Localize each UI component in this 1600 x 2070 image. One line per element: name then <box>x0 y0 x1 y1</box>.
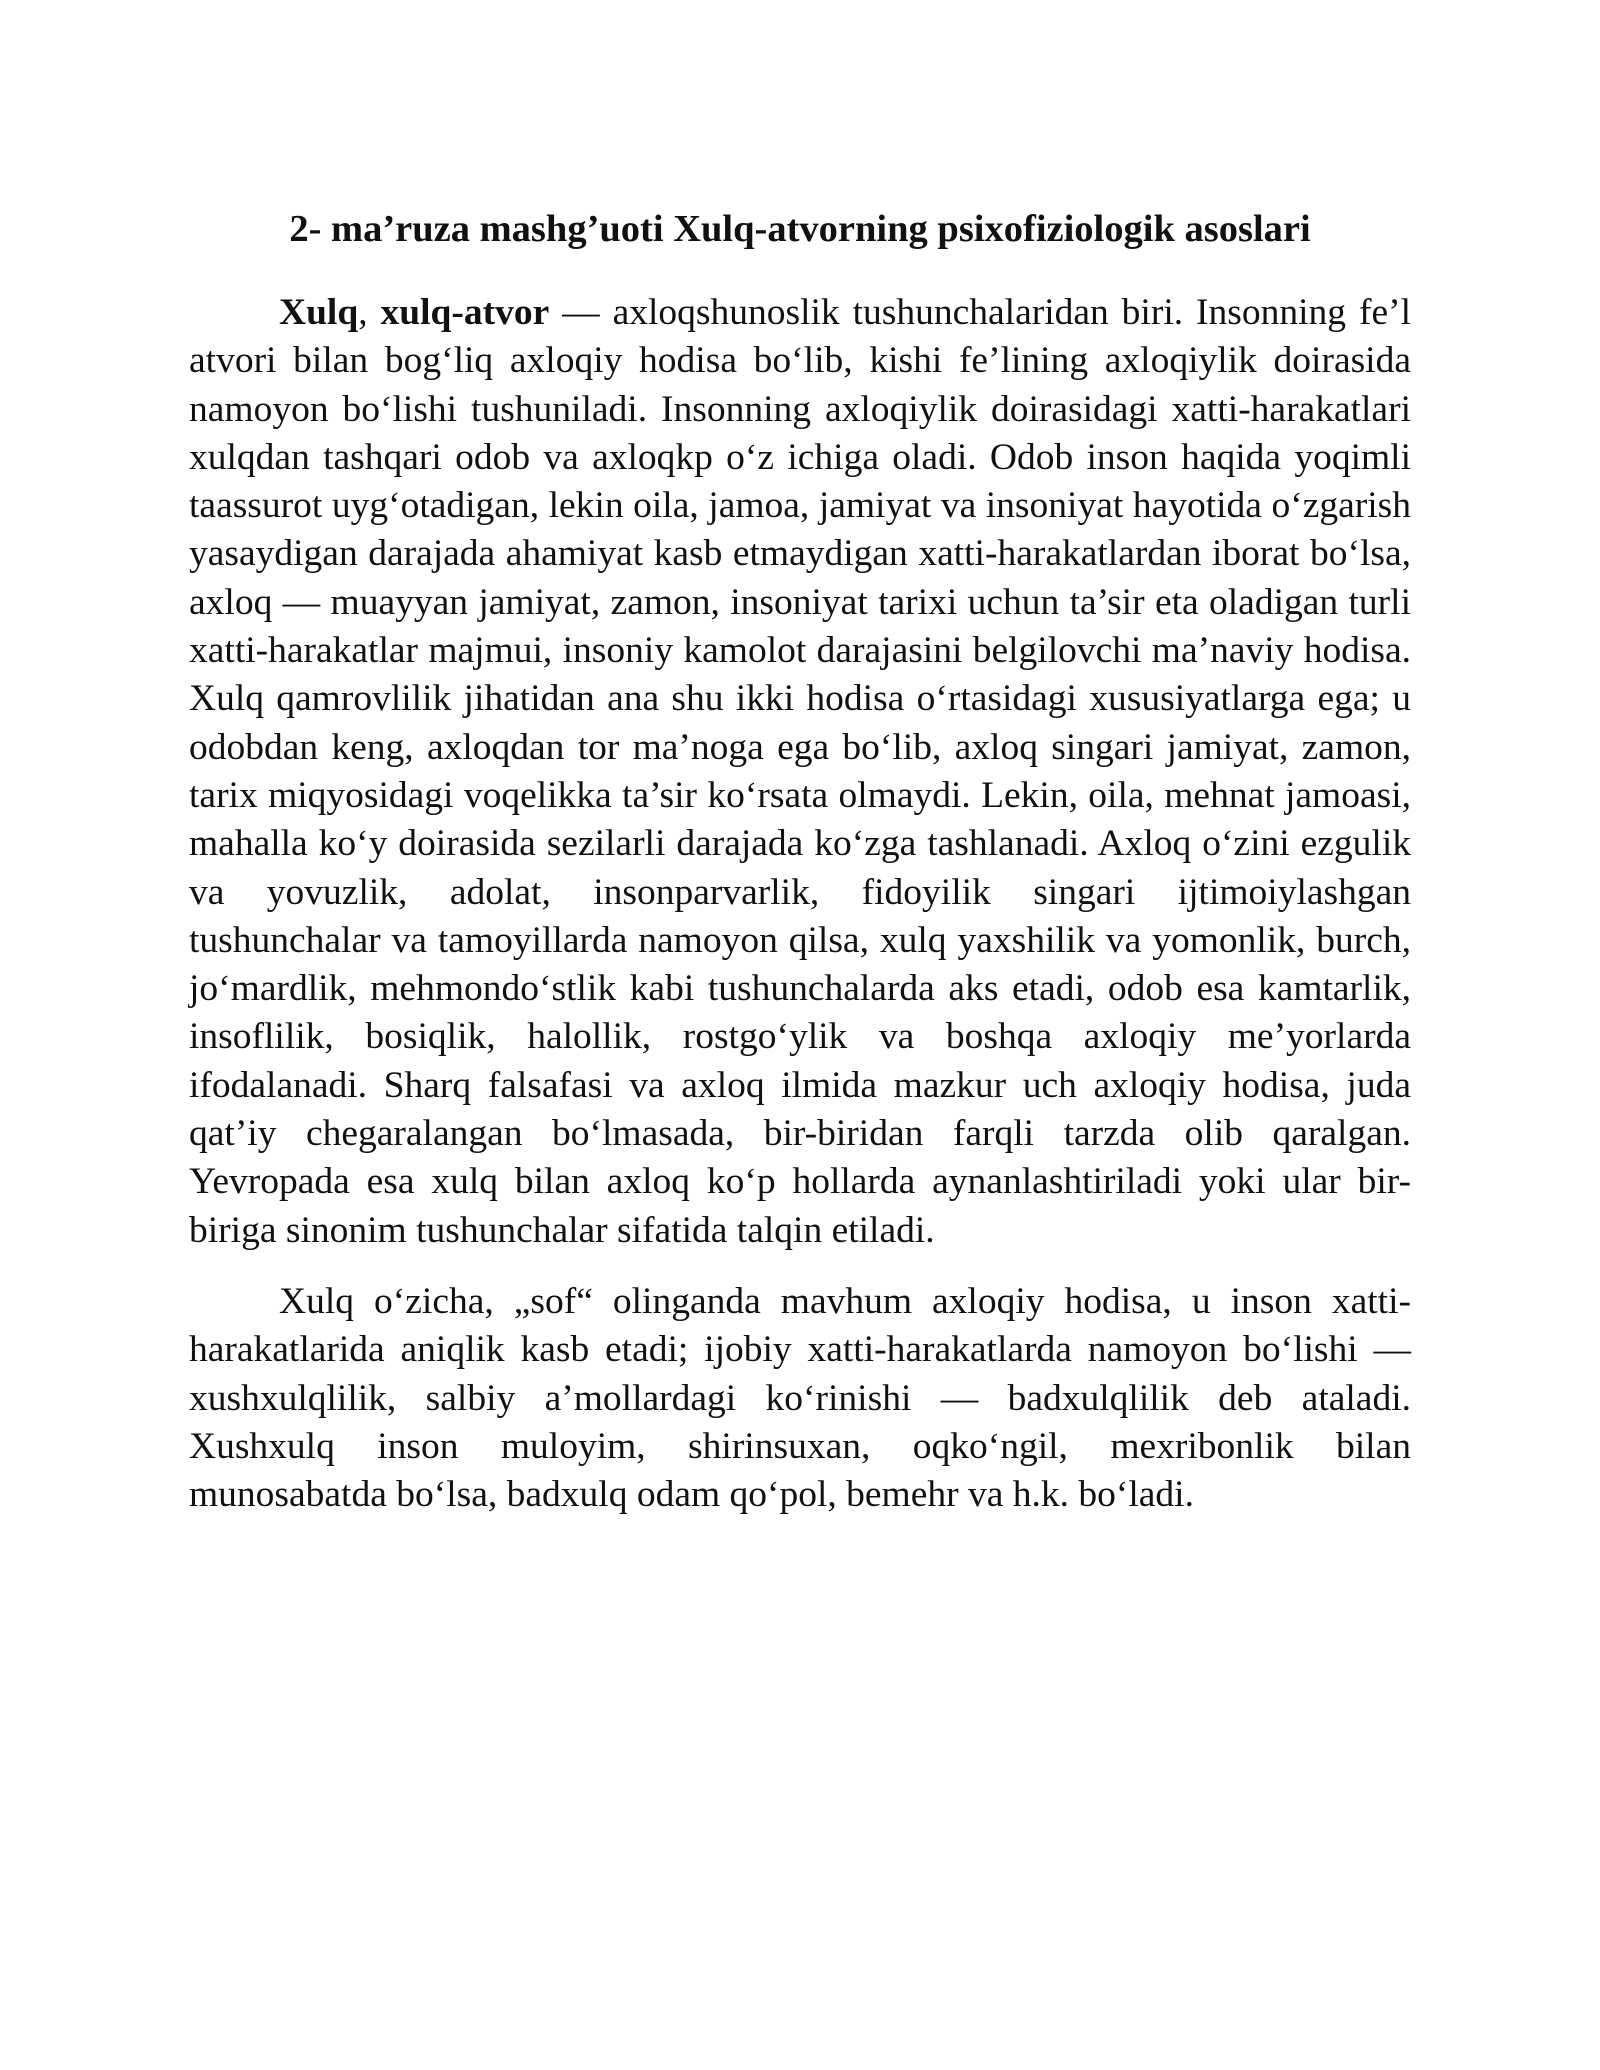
paragraph-1-text: — axloqshunoslik tushunchalaridan biri. Insonning fe’l atvori bilan bog‘liq axloqiy hodisa bo‘lib, kishi fe’lining axloqiylik doirasida namoyon bo‘lishi tushuniladi. Insonning axloqiylik doirasidagi xatti-harakatlari xulqdan tashqari odob va axloqkp o‘z ichiga oladi. Odob inson haqida yoqimli taassurot uyg‘otadigan, lekin oila, jamoa, jamiyat va insoniyat hayotida o‘zgarish yasaydigan darajada ahamiyat kasb etmaydigan xatti-harakatlardan iborat bo‘lsa, axloq — muayyan jamiyat, zamon, insoniyat tarixi uchun ta’sir eta oladigan turli xatti-harakatlar majmui, insoniy kamolot darajasini belgilovchi ma’naviy hodisa. Xulq qamrovlilik jihatidan ana shu ikki hodisa o‘rtasidagi xususiyatlarga ega; u odobdan keng, axloqdan tor ma’noga ega bo‘lib, axloq singari jamiyat, zamon, tarix miqyosidagi voqelikka ta’sir ko‘rsata olmaydi. Lekin, oila, mehnat jamoasi, mahalla ko‘y doirasida sezilarli darajada ko‘zga tashlanadi. Axloq o‘zini ezgulik va yovuzlik, adolat, insonparvarlik, fidoyilik singari ijtimoiylashgan tushunchalar va tamoyillarda namoyon qilsa, xulq yaxshilik va yomonlik, burch, jo‘mardlik, mehmondo‘stlik kabi tushunchalarda aks etadi, odob esa kamtarlik, insoflilik, bosiqlik, halollik, rostgo‘ylik va boshqa axloqiy me’yorlarda ifodalanadi. Sharq falsafasi va axloq ilmida mazkur uch axloqiy hodisa, juda qat’iy chegaralangan bo‘lmasada, bir-biridan farqli tarzda olib qaralgan. Yevropada esa xulq bilan axloq ko‘p hollarda aynanlashtiriladi yoki ular bir-biriga sinonim tushunchalar sifatida talqin etiladi. <box>189 292 1411 1251</box>
term-xulq: Xulq <box>279 292 359 333</box>
body-paragraph-2: Xulq o‘zicha, „sof“ olinganda mavhum axloqiy hodisa, u inson xatti-harakatlarida aniqlik kasb etadi; ijobiy xatti-harakatlarda namoyon bo‘lishi — xushxulqlilik, salbiy a’mollardagi ko‘rinishi — badxulqlilik deb ataladi. Xushxulq inson muloyim, shirinsuxan, oqko‘ngil, mexribonlik bilan munosabatda bo‘lsa, badxulq odam qo‘pol, bemehr va h.k. bo‘ladi. <box>189 1280 1411 1516</box>
document-title: 2- ma’ruza mashg’uoti Xulq-atvorning psixofiziologik asoslari <box>289 208 1311 250</box>
term-xulq-atvor: xulq-atvor <box>380 292 550 333</box>
body-paragraph-1 <box>189 289 1411 1255</box>
term-separator: , <box>358 292 381 333</box>
document-page <box>189 205 1411 1519</box>
